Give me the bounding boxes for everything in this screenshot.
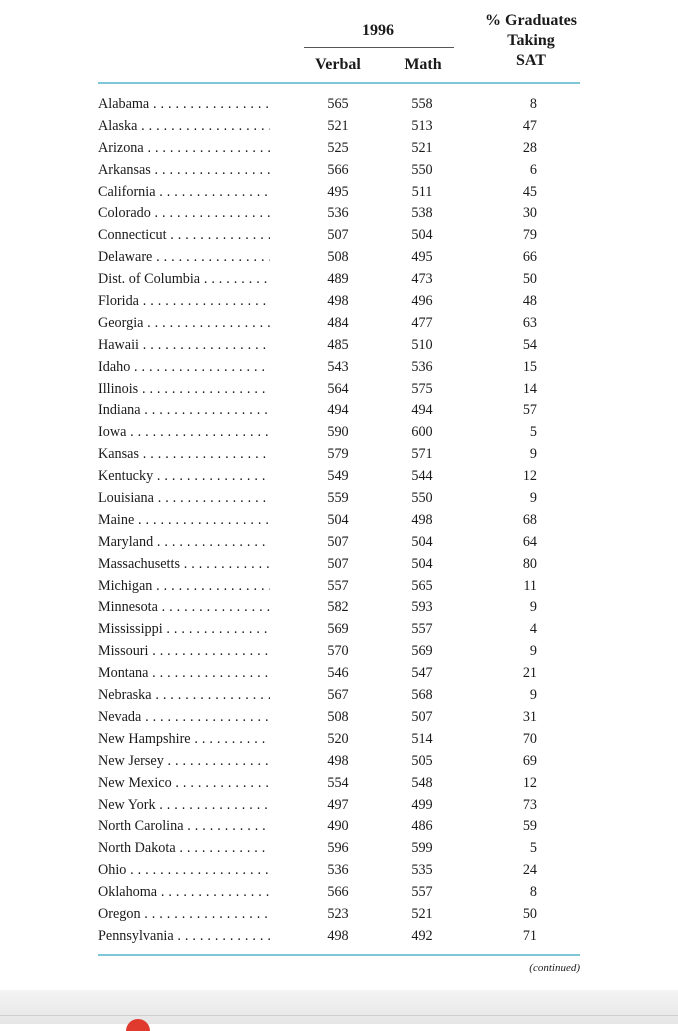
math-score-cell: 477 [411, 314, 433, 331]
table-top-rule [98, 82, 580, 84]
table-row [0, 619, 678, 641]
pct-taking-cell: 73 [522, 796, 537, 813]
math-score-cell: 569 [411, 643, 433, 660]
pct-graduates-column-header [470, 11, 592, 71]
table-row [0, 663, 678, 685]
math-score-cell: 505 [411, 752, 433, 769]
table-row [0, 379, 678, 401]
state-cell: Minnesota . . . [98, 597, 270, 619]
pct-taking-cell: 11 [523, 577, 537, 594]
table-row [0, 926, 678, 948]
math-score-cell: 558 [411, 96, 433, 112]
state-cell: Arkansas . . . [98, 160, 270, 182]
pct-taking-cell: 66 [522, 249, 537, 266]
verbal-score-cell: 484 [327, 314, 349, 331]
verbal-score-cell: 520 [327, 730, 349, 747]
pct-taking-cell: 59 [522, 818, 537, 835]
table-body [0, 94, 678, 948]
verbal-score-cell: 489 [327, 271, 349, 288]
table-row [0, 313, 678, 335]
pct-taking-cell: 64 [522, 533, 537, 550]
state-cell: Illinois . . . [98, 379, 270, 401]
verbal-score-cell: 507 [327, 555, 349, 572]
pct-taking-cell: 8 [529, 96, 537, 112]
verbal-score-cell: 557 [327, 577, 349, 594]
state-cell: Kansas . . . [98, 444, 270, 466]
math-score-cell: 550 [411, 161, 433, 178]
math-score-cell: 599 [411, 840, 433, 857]
table-row [0, 94, 678, 116]
math-score-cell: 511 [411, 183, 433, 200]
state-cell: Maine . . . [98, 510, 270, 532]
pct-taking-cell: 31 [522, 708, 537, 725]
pct-header-line-3: SAT [516, 52, 546, 69]
verbal-score-cell: 566 [327, 884, 349, 901]
state-cell: Louisiana . . . [98, 488, 270, 510]
math-score-cell: 496 [411, 293, 433, 310]
year-header: 1996 [362, 22, 394, 39]
table-row [0, 182, 678, 204]
table-bottom-rule [98, 954, 580, 956]
math-score-cell: 557 [411, 884, 433, 901]
table-row [0, 773, 678, 795]
pct-taking-cell: 9 [529, 643, 537, 660]
table-row [0, 685, 678, 707]
verbal-score-cell: 523 [327, 905, 349, 922]
math-score-cell: 550 [411, 490, 433, 507]
verbal-score-cell: 498 [327, 752, 349, 769]
verbal-score-cell: 596 [327, 840, 349, 857]
table-row [0, 707, 678, 729]
state-cell: Alaska . . . [98, 116, 270, 138]
pct-taking-cell: 21 [522, 665, 537, 682]
math-column-header: Math [404, 56, 442, 73]
pct-taking-cell: 9 [529, 599, 537, 616]
table-row [0, 904, 678, 926]
state-cell: Alabama . . . [98, 94, 270, 116]
state-cell: Mississippi . . . [98, 619, 270, 641]
table-row [0, 816, 678, 838]
math-score-cell: 473 [411, 271, 433, 288]
state-cell: California . . . [98, 182, 270, 204]
math-score-cell: 504 [411, 227, 433, 244]
verbal-score-cell: 582 [327, 599, 349, 616]
table-row [0, 247, 678, 269]
pct-taking-cell: 6 [529, 161, 537, 178]
table-row [0, 510, 678, 532]
math-score-cell: 544 [411, 468, 433, 485]
state-cell: Connecticut . . . [98, 225, 270, 247]
state-cell: Indiana . . . [98, 400, 270, 422]
table-row [0, 357, 678, 379]
table-row [0, 488, 678, 510]
state-cell: Florida . . . [98, 291, 270, 313]
pct-taking-cell: 15 [522, 358, 537, 375]
state-cell: New Hampshire . . . [98, 729, 270, 751]
year-header-rule [304, 47, 454, 48]
math-score-cell: 492 [411, 927, 433, 944]
state-cell: North Carolina . . . [98, 816, 270, 838]
verbal-score-cell: 549 [327, 468, 349, 485]
pct-taking-cell: 70 [522, 730, 537, 747]
state-cell: Idaho . . . [98, 357, 270, 379]
table-row [0, 532, 678, 554]
table-row [0, 291, 678, 313]
pct-taking-cell: 9 [529, 687, 537, 704]
pct-taking-cell: 9 [529, 490, 537, 507]
pct-taking-cell: 50 [522, 271, 537, 288]
pct-taking-cell: 12 [522, 774, 537, 791]
state-cell: Nevada . . . [98, 707, 270, 729]
pct-taking-cell: 68 [522, 511, 537, 528]
verbal-score-cell: 536 [327, 862, 349, 879]
verbal-score-cell: 569 [327, 621, 349, 638]
state-cell: Michigan . . . [98, 576, 270, 598]
verbal-score-cell: 559 [327, 490, 349, 507]
state-cell: Oregon . . . [98, 904, 270, 926]
viewer-bottom-divider [0, 1015, 678, 1016]
state-cell: North Dakota . . . [98, 838, 270, 860]
pct-taking-cell: 69 [522, 752, 537, 769]
state-cell: Georgia . . . [98, 313, 270, 335]
verbal-score-cell: 495 [327, 183, 349, 200]
state-cell: Oklahoma . . . [98, 882, 270, 904]
math-score-cell: 536 [411, 358, 433, 375]
math-score-cell: 571 [411, 446, 433, 463]
state-cell: Arizona . . . [98, 138, 270, 160]
math-score-cell: 565 [411, 577, 433, 594]
math-score-cell: 504 [411, 555, 433, 572]
table-row [0, 729, 678, 751]
pct-header-line-1: % Graduates [485, 12, 577, 29]
math-score-cell: 548 [411, 774, 433, 791]
verbal-score-cell: 497 [327, 796, 349, 813]
math-score-cell: 568 [411, 687, 433, 704]
pct-taking-cell: 47 [522, 117, 537, 134]
verbal-score-cell: 525 [327, 139, 349, 156]
pct-taking-cell: 48 [522, 293, 537, 310]
verbal-score-cell: 579 [327, 446, 349, 463]
verbal-score-cell: 543 [327, 358, 349, 375]
math-score-cell: 538 [411, 205, 433, 222]
pct-header-line-2: Taking [507, 32, 555, 49]
pct-taking-cell: 54 [522, 336, 537, 353]
verbal-score-cell: 508 [327, 249, 349, 266]
verbal-score-cell: 554 [327, 774, 349, 791]
pct-taking-cell: 30 [522, 205, 537, 222]
verbal-score-cell: 536 [327, 205, 349, 222]
verbal-score-cell: 590 [327, 424, 349, 441]
table-row [0, 838, 678, 860]
math-score-cell: 600 [411, 424, 433, 441]
verbal-score-cell: 564 [327, 380, 349, 397]
math-score-cell: 513 [411, 117, 433, 134]
state-cell: Missouri . . . [98, 641, 270, 663]
table-row [0, 160, 678, 182]
table-row [0, 203, 678, 225]
state-cell: Maryland . . . [98, 532, 270, 554]
table-row [0, 466, 678, 488]
verbal-score-cell: 570 [327, 643, 349, 660]
table-row [0, 882, 678, 904]
math-score-cell: 494 [411, 402, 433, 419]
table-row [0, 641, 678, 663]
verbal-score-cell: 546 [327, 665, 349, 682]
pct-taking-cell: 14 [522, 380, 537, 397]
pct-taking-cell: 80 [522, 555, 537, 572]
table-row [0, 225, 678, 247]
state-cell: Colorado . . . [98, 203, 270, 225]
pct-taking-cell: 79 [522, 227, 537, 244]
table-row [0, 269, 678, 291]
state-cell: New York . . . [98, 795, 270, 817]
state-cell: Ohio . . . [98, 860, 270, 882]
pct-taking-cell: 5 [529, 840, 537, 857]
math-score-cell: 499 [411, 796, 433, 813]
table-row [0, 116, 678, 138]
state-cell: New Mexico . . . [98, 773, 270, 795]
table-row [0, 422, 678, 444]
pct-taking-cell: 57 [522, 402, 537, 419]
table-row [0, 138, 678, 160]
verbal-score-cell: 498 [327, 927, 349, 944]
math-score-cell: 557 [411, 621, 433, 638]
state-cell: Nebraska . . . [98, 685, 270, 707]
table-row [0, 335, 678, 357]
verbal-column-header: Verbal [315, 56, 361, 73]
pct-taking-cell: 45 [522, 183, 537, 200]
state-cell: Kentucky . . . [98, 466, 270, 488]
pct-taking-cell: 24 [522, 862, 537, 879]
verbal-score-cell: 521 [327, 117, 349, 134]
math-score-cell: 535 [411, 862, 433, 879]
verbal-score-cell: 504 [327, 511, 349, 528]
state-cell: Pennsylvania . . . [98, 926, 270, 948]
math-score-cell: 575 [411, 380, 433, 397]
verbal-score-cell: 490 [327, 818, 349, 835]
math-score-cell: 495 [411, 249, 433, 266]
math-score-cell: 498 [411, 511, 433, 528]
math-score-cell: 504 [411, 533, 433, 550]
pct-taking-cell: 8 [529, 884, 537, 901]
table-row [0, 444, 678, 466]
table-row [0, 597, 678, 619]
pct-taking-cell: 71 [522, 927, 537, 944]
state-cell: Delaware . . . [98, 247, 270, 269]
pct-taking-cell: 28 [522, 139, 537, 156]
math-score-cell: 507 [411, 708, 433, 725]
viewer-bottom-bar [0, 990, 678, 1024]
verbal-score-cell: 567 [327, 687, 349, 704]
math-score-cell: 514 [411, 730, 433, 747]
pct-taking-cell: 63 [522, 314, 537, 331]
continued-note: (continued) [529, 962, 580, 974]
pct-taking-cell: 50 [522, 905, 537, 922]
verbal-score-cell: 485 [327, 336, 349, 353]
pct-taking-cell: 9 [529, 446, 537, 463]
table-row [0, 576, 678, 598]
pct-taking-cell: 4 [529, 621, 537, 638]
math-score-cell: 547 [411, 665, 433, 682]
state-cell: Hawaii . . . [98, 335, 270, 357]
verbal-score-cell: 498 [327, 293, 349, 310]
table-row [0, 751, 678, 773]
table-row [0, 860, 678, 882]
verbal-score-cell: 507 [327, 533, 349, 550]
verbal-score-cell: 566 [327, 161, 349, 178]
state-cell: New Jersey . . . [98, 751, 270, 773]
state-cell: Iowa . . . [98, 422, 270, 444]
verbal-score-cell: 494 [327, 402, 349, 419]
state-cell: Dist. of Columbia . . . [98, 269, 270, 291]
pct-taking-cell: 12 [522, 468, 537, 485]
math-score-cell: 521 [411, 139, 433, 156]
verbal-score-cell: 508 [327, 708, 349, 725]
verbal-score-cell: 565 [327, 96, 349, 112]
math-score-cell: 486 [411, 818, 433, 835]
math-score-cell: 593 [411, 599, 433, 616]
table-row [0, 795, 678, 817]
state-cell: Montana . . . [98, 663, 270, 685]
verbal-score-cell: 507 [327, 227, 349, 244]
math-score-cell: 510 [411, 336, 433, 353]
table-row [0, 554, 678, 576]
state-cell: Massachusetts . . . [98, 554, 270, 576]
table-row [0, 400, 678, 422]
pct-taking-cell: 5 [529, 424, 537, 441]
math-score-cell: 521 [411, 905, 433, 922]
